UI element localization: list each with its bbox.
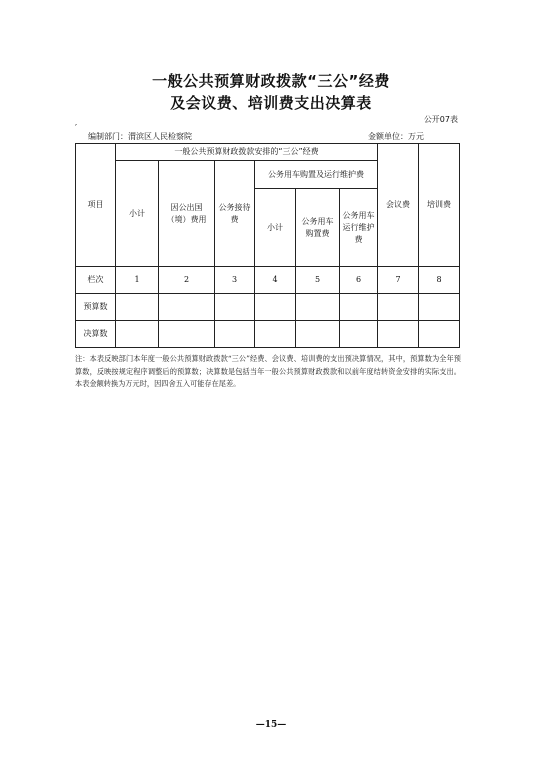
final-cell: [296, 321, 340, 348]
table-row-budget: [76, 294, 460, 321]
column-index-cell: 3: [215, 267, 255, 294]
table-code: 公开07表: [423, 115, 458, 124]
column-index-cell: 8: [419, 267, 460, 294]
header-vehicle-running: 公务用车运行维护费: [340, 189, 378, 267]
header-vehicle-group: 公务用车购置及运行维护费: [255, 161, 378, 189]
header-training: 培训费: [419, 144, 460, 267]
column-index-cell: 1: [116, 267, 159, 294]
table-title-line2: 及会议费、培训费支出决算表: [170, 94, 372, 112]
corner-mark: ˹: [75, 124, 78, 132]
final-cell: [340, 321, 378, 348]
table-title-line1: 一般公共预算财政拨款“三公”经费: [152, 72, 390, 90]
budget-cell: [116, 294, 159, 321]
budget-cell: [159, 294, 215, 321]
final-cell: [215, 321, 255, 348]
header-vehicle-purchase: 公务用车购置费: [296, 189, 340, 267]
budget-cell: [215, 294, 255, 321]
header-reception: 公务接待费: [215, 161, 255, 267]
unit-label: 金额单位：万元: [368, 132, 424, 141]
budget-cell: [255, 294, 296, 321]
header-vehicle-subtotal: 小计: [255, 189, 296, 267]
header-meeting: 会议费: [378, 144, 419, 267]
column-index-cell: 7: [378, 267, 419, 294]
header-three-public-group: 一般公共预算财政拨款安排的“三公”经费: [116, 144, 378, 161]
column-index-cell: 2: [159, 267, 215, 294]
column-index-cell: 5: [296, 267, 340, 294]
page-number: —15—: [255, 720, 287, 730]
budget-cell: [296, 294, 340, 321]
final-cell: [116, 321, 159, 348]
row-label-budget: 预算数: [76, 294, 116, 321]
row-label-final: 决算数: [76, 321, 116, 348]
header-subtotal: 小计: [116, 161, 159, 267]
expenditure-table: [75, 143, 460, 348]
header-abroad: 因公出国（境）费用: [159, 161, 215, 267]
column-index-cell: 4: [255, 267, 296, 294]
column-index-label: 栏次: [76, 267, 116, 294]
budget-cell: [419, 294, 460, 321]
final-cell: [159, 321, 215, 348]
final-cell: [378, 321, 419, 348]
header-item: 项目: [76, 144, 116, 267]
table-row-final: [76, 321, 460, 348]
table-note: 注：本表反映部门本年度一般公共预算财政拨款“三公”经费、会议费、培训费的支出预决算情况，其中，预算数为全年预算数，反映按规定程序调整后的预算数；决算数是包括当年一般公共预算财政拨款和以前年度结转资金安排的实际支出。本表金额转换为万元时，因四舍五入可能存在尾差。: [75, 354, 461, 388]
department-label: 编制部门：渭滨区人民检察院: [88, 132, 192, 141]
final-cell: [255, 321, 296, 348]
budget-cell: [378, 294, 419, 321]
budget-cell: [340, 294, 378, 321]
final-cell: [419, 321, 460, 348]
column-index-cell: 6: [340, 267, 378, 294]
